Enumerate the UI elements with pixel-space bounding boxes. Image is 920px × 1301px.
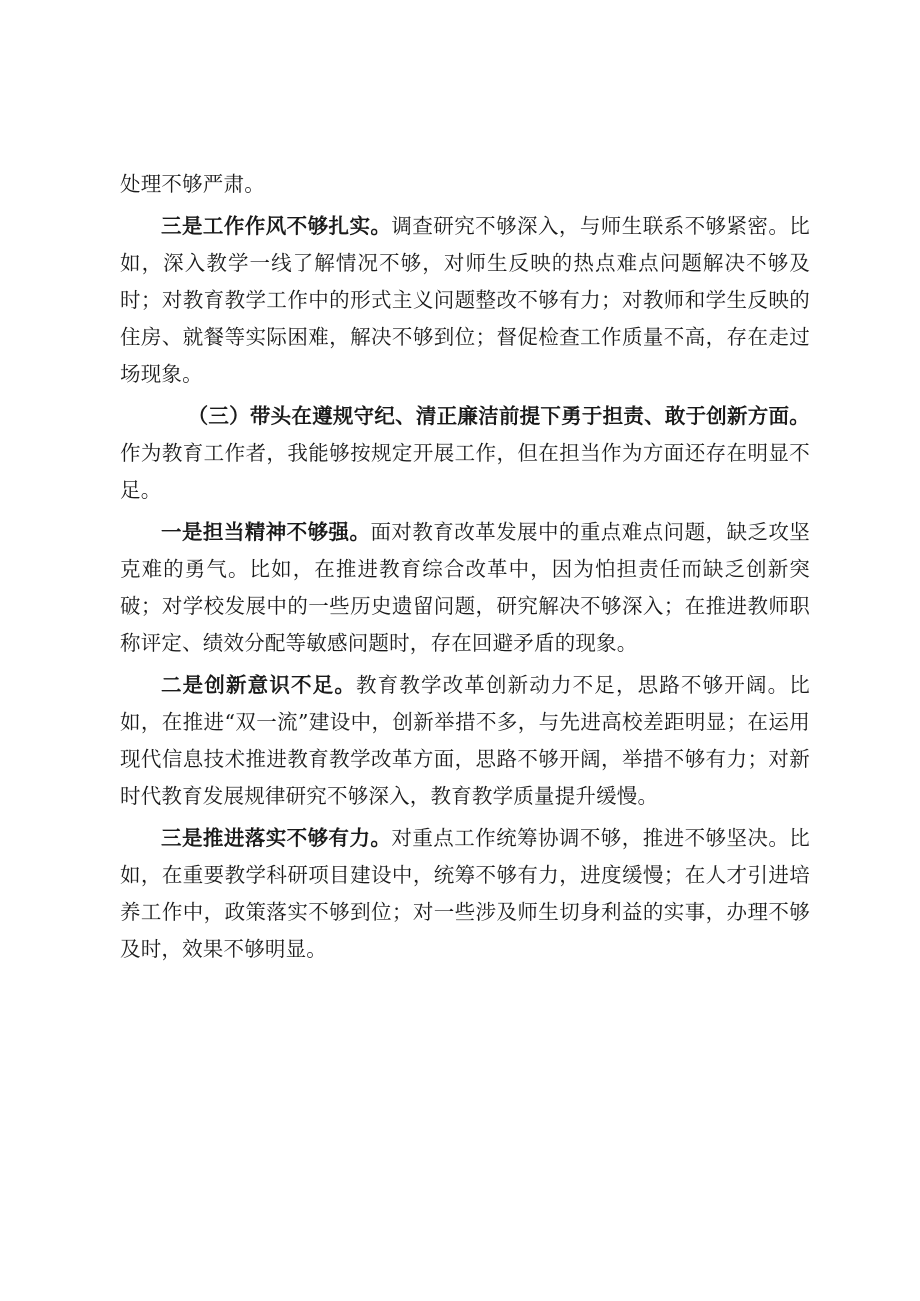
paragraph-text: 对重点工作统筹协调不够，推进不够坚决。比如，在重要教学科研项目建设中，统筹不够有力，进度缓慢；在人才引进培养工作中，政策落实不够到位；对一些涉及师生切身利益的实事，办理不够及时，效果不够明显。: [120, 826, 810, 961]
paragraph-lead: 一是担当精神不够强。: [161, 520, 371, 544]
paragraph-text: 教育教学改革创新动力不足，思路不够开阔。比如，在推进“双一流”建设中，创新举措不多，与先进高校差距明显；在运用现代信息技术推进教育教学改革方面，思路不够开阔，举措不够有力；对新时代教育发展规律研究不够深入，教育教学质量提升缓慢。: [120, 673, 810, 808]
paragraph-text: 面对教育改革发展中的重点难点问题，缺乏攻坚克难的勇气。比如，在推进教育综合改革中，因为怕担责任而缺乏创新突破；对学校发展中的一些历史遗留问题，研究解决不够深入；在推进教师职称评定、绩效分配等敏感问题时，存在回避矛盾的现象。: [120, 520, 811, 655]
paragraph-implementation: [120, 820, 810, 968]
paragraph-text: 处理不够严肃。: [120, 172, 265, 196]
paragraph-work-style: [120, 208, 810, 393]
paragraph-continuation: [120, 166, 810, 203]
paragraph-lead: 三是推进落实不够有力。: [161, 826, 392, 850]
paragraph-innovation: [120, 667, 810, 815]
paragraph-text: 作为教育工作者，我能够按规定开展工作，但在担当作为方面还存在明显不足。: [120, 441, 810, 502]
document-body: [120, 166, 810, 968]
section-heading-three: [120, 398, 810, 509]
paragraph-responsibility: [120, 514, 810, 662]
section-heading-lead: （三）带头在遵规守纪、清正廉洁前提下勇于担责、敢于创新方面。: [187, 404, 810, 428]
paragraph-lead: 二是创新意识不足。: [161, 673, 356, 697]
paragraph-lead: 三是工作作风不够扎实。: [161, 214, 392, 238]
paragraph-text: 调查研究不够深入，与师生联系不够紧密。比如，深入教学一线了解情况不够，对师生反映的热点难点问题解决不够及时；对教育教学工作中的形式主义问题整改不够有力；对教师和学生反映的住房、就餐等实际困难，解决不够到位；督促检查工作质量不高，存在走过场现象。: [120, 214, 810, 386]
